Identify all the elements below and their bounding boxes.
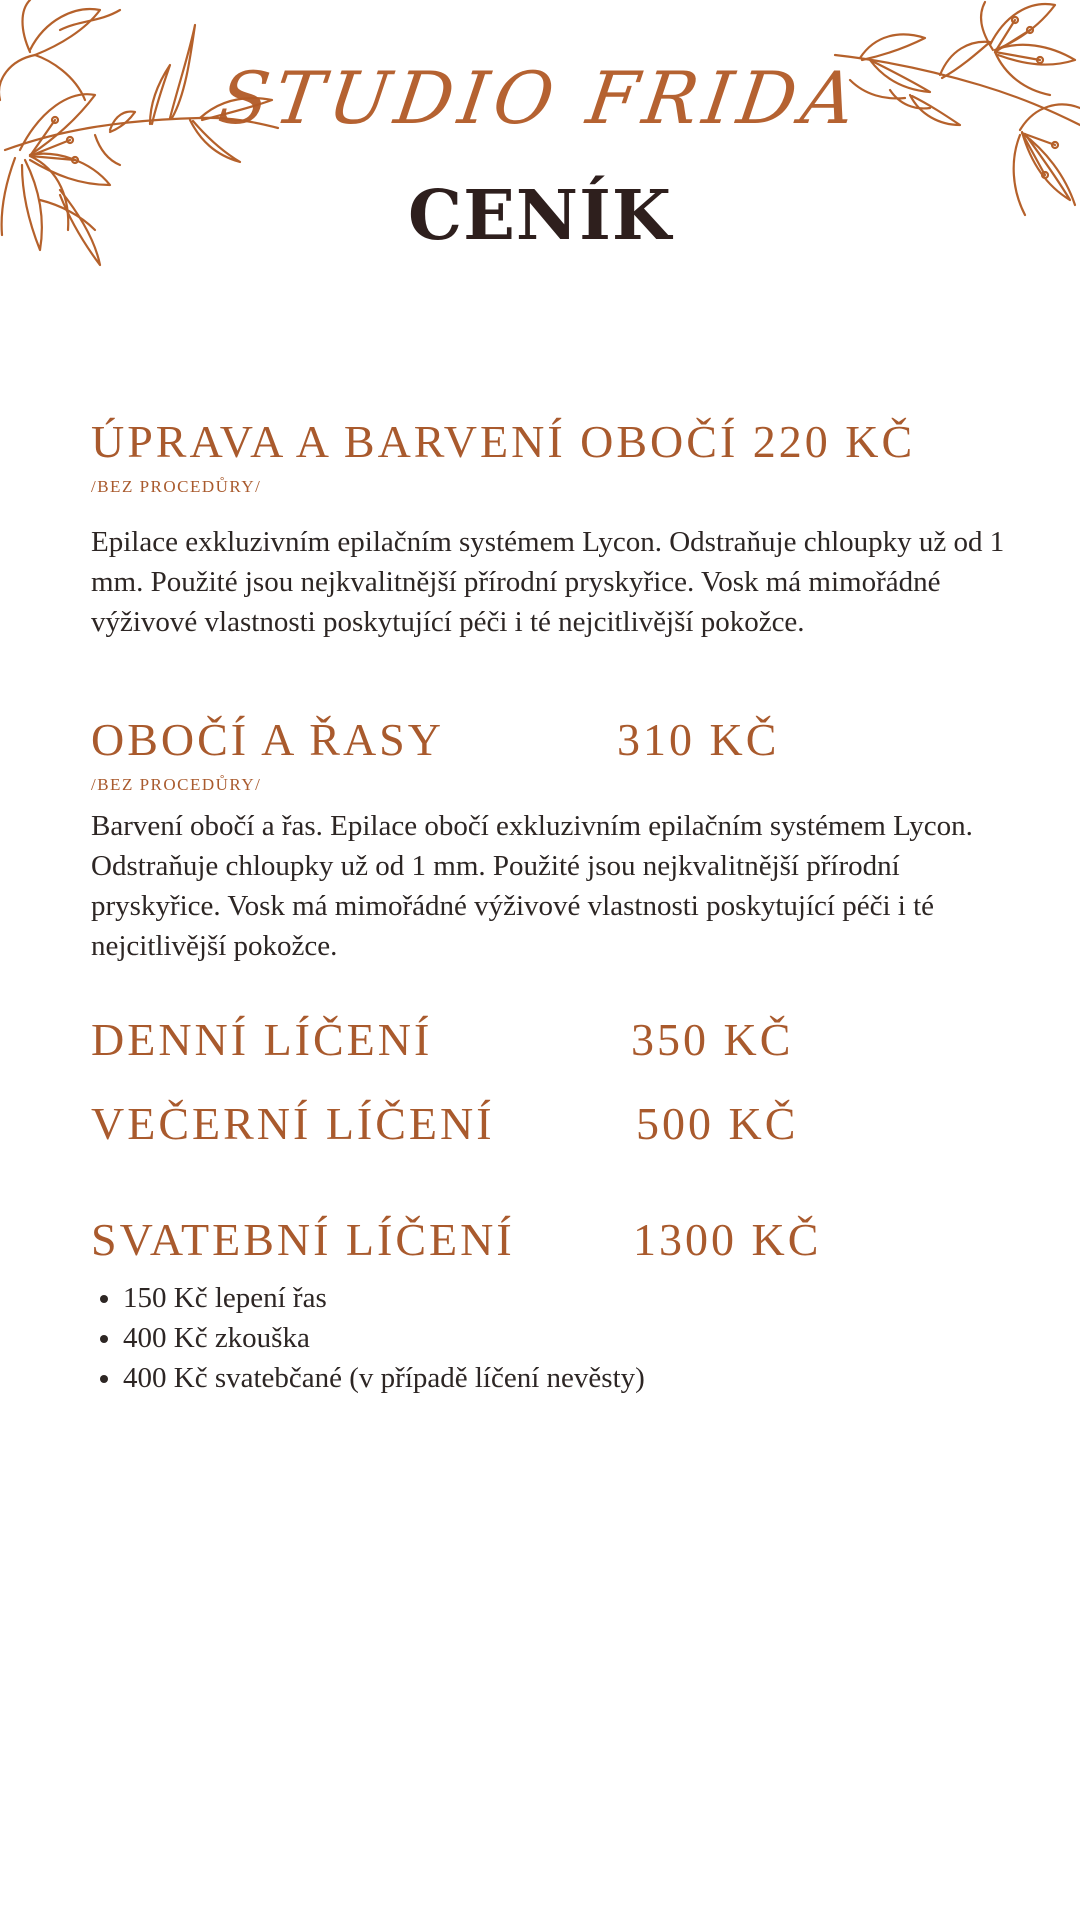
studio-brand-logo: STUDIO FRIDA [213,56,867,140]
service-description: Epilace exkluzivním epilačním systémem Lycon. Odstraňuje chloupky už od 1 mm. Použité jsou nejkvalitnější přírodní pryskyřice. Vosk má mimořádné výživové vlastnosti poskytující péči i té nejcitlivější pokožce. [91,526,1005,638]
service-note: /BEZ PROCEDŮRY/ [91,477,262,496]
service-name: ÚPRAVA A BARVENÍ OBOČÍ 220 KČ [91,416,916,467]
list-item: • 400 Kč svatebčané (v případě líčení nevěsty) [123,1358,645,1398]
wedding-extras-list [91,1278,645,1398]
service-name: VEČERNÍ LÍČENÍ [91,1098,495,1149]
service-note: /BEZ PROCEDŮRY/ [91,775,262,794]
list-item: • 400 Kč zkouška [123,1318,645,1358]
list-item: • 150 Kč lepení řas [123,1278,645,1318]
service-price: 500 KČ [636,1098,799,1149]
page-title: CENÍK [407,176,673,256]
service-heading-brows-lashes [91,716,779,764]
service-description: Barvení obočí a řas. Epilace obočí exkluzivním epilačním systémem Lycon. Odstraňuje chloupky už od 1 mm. Použité jsou nejkvalitnější přírodní pryskyřice. Vosk má mimořádné výživové vlastnosti poskytující péči i té nejcitlivější pokožce. [91,810,973,962]
service-price: 310 KČ [617,714,780,765]
service-heading-wedding-makeup [91,1216,821,1264]
service-price: 1300 KČ [633,1214,822,1265]
service-price: 350 KČ [631,1014,794,1065]
service-name: DENNÍ LÍČENÍ [91,1014,433,1065]
service-name: OBOČÍ A ŘASY [91,714,444,765]
service-heading-day-makeup [91,1016,793,1064]
service-heading-eyebrows [91,418,915,466]
service-heading-evening-makeup [91,1100,798,1148]
service-name: SVATEBNÍ LÍČENÍ [91,1214,515,1265]
